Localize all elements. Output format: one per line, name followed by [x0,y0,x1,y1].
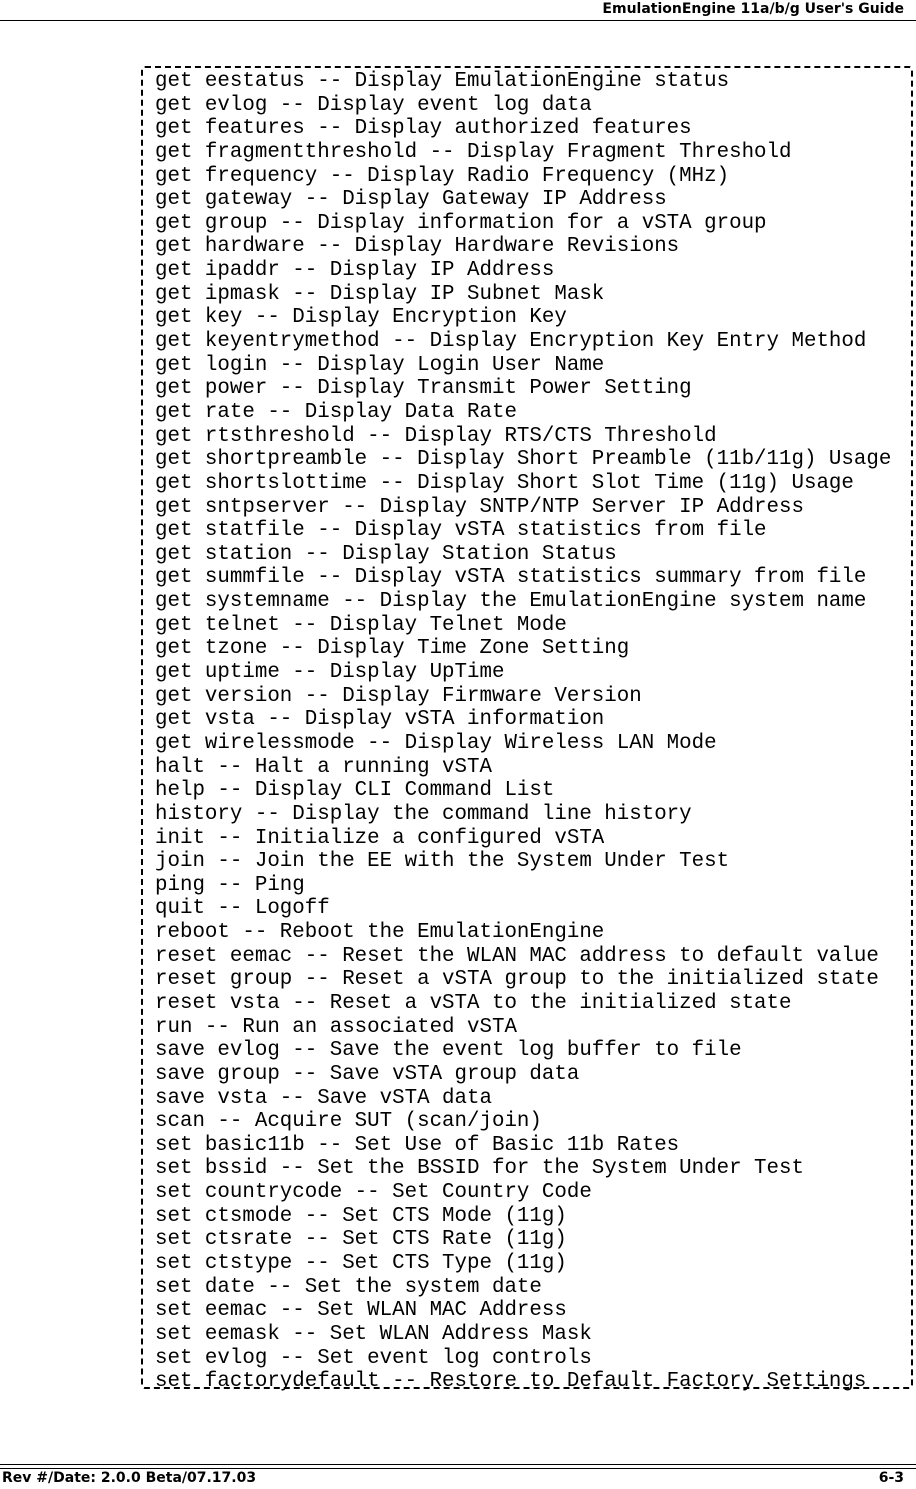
cli-command-line: get group -- Display information for a vSTA group [155,211,767,235]
cli-command-line: set bssid -- Set the BSSID for the System Under Test [155,1157,804,1181]
footer-rule [0,1464,916,1465]
cli-command-line: get rate -- Display Data Rate [155,400,517,424]
cli-command-line: get evlog -- Display event log data [155,93,592,117]
cli-command-line: help -- Display CLI Command List [155,779,555,803]
cli-command-line: get hardware -- Display Hardware Revisions [155,235,680,259]
cli-command-line: get gateway -- Display Gateway IP Address [155,188,667,212]
cli-command-line: set basic11b -- Set Use of Basic 11b Rates [155,1133,680,1157]
cli-command-line: get wirelessmode -- Display Wireless LAN Mode [155,731,717,755]
cli-command-line: ping -- Ping [155,873,305,897]
cli-command-line: get version -- Display Firmware Version [155,684,642,708]
cli-command-line: get sntpserver -- Display SNTP/NTP Server IP Address [155,495,804,519]
cli-command-line: get login -- Display Login User Name [155,353,605,377]
cli-command-line: get key -- Display Encryption Key [155,306,567,330]
cli-command-line: get shortpreamble -- Display Short Preamble (11b/11g) Usage [155,448,892,472]
cli-command-line: get power -- Display Transmit Power Setting [155,377,692,401]
footer-rule [0,1468,916,1469]
page-number: 6-3 [878,1470,904,1486]
cli-command-line: set ctsmode -- Set CTS Mode (11g) [155,1204,567,1228]
cli-command-line: get ipaddr -- Display IP Address [155,259,555,283]
cli-command-line: set eemac -- Set WLAN MAC Address [155,1299,567,1323]
cli-command-line: reset group -- Reset a vSTA group to the initialized state [155,968,879,992]
cli-command-line: set evlog -- Set event log controls [155,1346,592,1370]
cli-command-line: set ctsrate -- Set CTS Rate (11g) [155,1228,567,1252]
document-title: EmulationEngine 11a/b/g User's Guide [602,1,904,17]
cli-command-line: history -- Display the command line history [155,802,692,826]
cli-command-line: reboot -- Reboot the EmulationEngine [155,921,605,945]
cli-command-line: run -- Run an associated vSTA [155,1015,517,1039]
cli-command-line: get shortslottime -- Display Short Slot Time (11g) Usage [155,471,854,495]
revision-date: Rev #/Date: 2.0.0 Beta/07.17.03 [2,1470,257,1486]
cli-command-line: get summfile -- Display vSTA statistics summary from file [155,566,867,590]
cli-command-line: get ipmask -- Display IP Subnet Mask [155,282,605,306]
cli-command-line: get statfile -- Display vSTA statistics from file [155,519,767,543]
cli-command-line: get rtsthreshold -- Display RTS/CTS Threshold [155,424,717,448]
cli-command-line: scan -- Acquire SUT (scan/join) [155,1110,542,1134]
cli-command-line: get telnet -- Display Telnet Mode [155,613,567,637]
cli-command-line: quit -- Logoff [155,897,330,921]
cli-command-line: save evlog -- Save the event log buffer to file [155,1039,742,1063]
cli-command-line: halt -- Halt a running vSTA [155,755,492,779]
cli-command-line: set factorydefault -- Restore to Default Factory Settings [155,1370,867,1394]
cli-command-line: get station -- Display Station Status [155,542,617,566]
cli-command-line: reset eemac -- Reset the WLAN MAC address to default value [155,944,879,968]
cli-command-line: get eestatus -- Display EmulationEngine status [155,70,730,93]
cli-command-line: set ctstype -- Set CTS Type (11g) [155,1252,567,1276]
cli-command-line: set countrycode -- Set Country Code [155,1181,592,1205]
cli-command-line: get frequency -- Display Radio Frequency (MHz) [155,164,730,188]
cli-command-line: get uptime -- Display UpTime [155,661,505,685]
cli-command-line: get systemname -- Display the EmulationEngine system name [155,590,867,614]
cli-command-line: init -- Initialize a configured vSTA [155,826,605,850]
cli-command-line: save group -- Save vSTA group data [155,1062,580,1086]
cli-command-line: set date -- Set the system date [155,1275,542,1299]
cli-command-line: get tzone -- Display Time Zone Setting [155,637,630,661]
cli-command-line: set eemask -- Set WLAN Address Mask [155,1322,592,1346]
cli-command-line: join -- Join the EE with the System Under Test [155,850,730,874]
page-header [0,0,916,21]
cli-command-line: get keyentrymethod -- Display Encryption Key Entry Method [155,330,867,354]
cli-command-line: get features -- Display authorized features [155,117,692,141]
cli-command-list-box [141,66,913,1394]
cli-command-line: reset vsta -- Reset a vSTA to the initialized state [155,991,792,1015]
cli-command-line: save vsta -- Save vSTA data [155,1086,492,1110]
cli-command-line: get vsta -- Display vSTA information [155,708,605,732]
cli-command-line: get fragmentthreshold -- Display Fragment Threshold [155,140,792,164]
cli-command-list [155,70,891,1394]
